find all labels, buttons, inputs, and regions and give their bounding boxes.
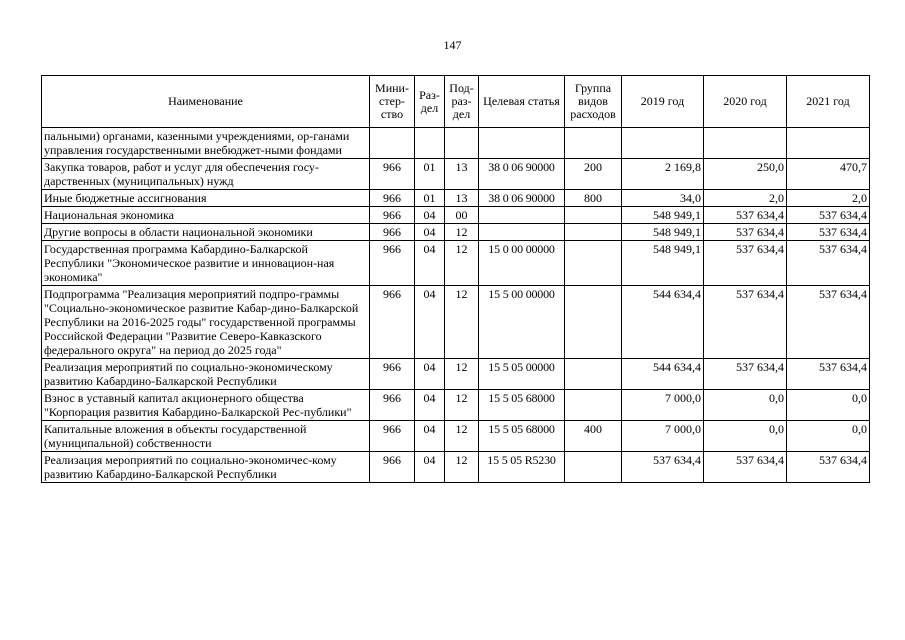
cell-ministry: 966 — [370, 452, 415, 483]
cell-2021: 537 634,4 — [787, 224, 870, 241]
cell-ministry: 966 — [370, 207, 415, 224]
cell-section: 04 — [415, 224, 445, 241]
cell-group — [565, 128, 622, 159]
cell-2021: 2,0 — [787, 190, 870, 207]
cell-2019: 537 634,4 — [622, 452, 704, 483]
cell-subsection: 12 — [445, 286, 479, 359]
cell-2020: 537 634,4 — [704, 241, 787, 286]
cell-2020: 2,0 — [704, 190, 787, 207]
cell-2019: 7 000,0 — [622, 421, 704, 452]
cell-2020: 537 634,4 — [704, 207, 787, 224]
cell-target: 15 5 05 00000 — [479, 359, 565, 390]
cell-target: 15 0 00 00000 — [479, 241, 565, 286]
cell-group: 200 — [565, 159, 622, 190]
cell-ministry: 966 — [370, 359, 415, 390]
cell-2021: 537 634,4 — [787, 241, 870, 286]
cell-group — [565, 241, 622, 286]
cell-2019: 34,0 — [622, 190, 704, 207]
table-row — [42, 190, 870, 207]
cell-group: 800 — [565, 190, 622, 207]
cell-2019: 548 949,1 — [622, 224, 704, 241]
cell-ministry — [370, 128, 415, 159]
cell-target: 38 0 06 90000 — [479, 159, 565, 190]
cell-section: 01 — [415, 190, 445, 207]
cell-name: Государственная программа Кабардино-Балкарской Республики "Экономическое развитие и инновацион-ная экономика" — [42, 241, 370, 286]
cell-2021 — [787, 128, 870, 159]
table-row — [42, 359, 870, 390]
cell-section: 04 — [415, 359, 445, 390]
cell-section: 04 — [415, 286, 445, 359]
cell-2019: 2 169,8 — [622, 159, 704, 190]
page-number: 147 — [443, 38, 462, 52]
cell-subsection: 12 — [445, 359, 479, 390]
header-2019: 2019 год — [622, 76, 704, 128]
cell-target: 15 5 05 68000 — [479, 421, 565, 452]
cell-2021: 0,0 — [787, 421, 870, 452]
cell-2019: 7 000,0 — [622, 390, 704, 421]
table-body — [42, 128, 870, 483]
cell-name: Реализация мероприятий по социально-экономическому развитию Кабардино-Балкарской Республики — [42, 359, 370, 390]
cell-2021: 470,7 — [787, 159, 870, 190]
table-row — [42, 128, 870, 159]
cell-2019 — [622, 128, 704, 159]
cell-2020: 537 634,4 — [704, 286, 787, 359]
table-row — [42, 159, 870, 190]
cell-group — [565, 452, 622, 483]
cell-2020: 0,0 — [704, 421, 787, 452]
cell-name: Иные бюджетные ассигнования — [42, 190, 370, 207]
cell-group — [565, 224, 622, 241]
cell-2020 — [704, 128, 787, 159]
cell-ministry: 966 — [370, 159, 415, 190]
cell-subsection: 12 — [445, 224, 479, 241]
header-subsection: Под-раз-дел — [445, 76, 479, 128]
cell-2019: 544 634,4 — [622, 359, 704, 390]
cell-subsection: 12 — [445, 421, 479, 452]
cell-ministry: 966 — [370, 286, 415, 359]
cell-group — [565, 286, 622, 359]
cell-ministry: 966 — [370, 224, 415, 241]
cell-subsection: 12 — [445, 390, 479, 421]
cell-group — [565, 359, 622, 390]
table-row — [42, 224, 870, 241]
table-row — [42, 452, 870, 483]
cell-name: пальными) органами, казенными учреждениями, ор-ганами управления государственными внебюджет-ными фондами — [42, 128, 370, 159]
table-row — [42, 390, 870, 421]
cell-name: Реализация мероприятий по социально-экономичес-кому развитию Кабардино-Балкарской Республики — [42, 452, 370, 483]
header-expense-group: Группа видов расходов — [565, 76, 622, 128]
cell-subsection: 13 — [445, 190, 479, 207]
cell-2020: 250,0 — [704, 159, 787, 190]
cell-ministry: 966 — [370, 241, 415, 286]
cell-section: 04 — [415, 421, 445, 452]
cell-section: 04 — [415, 390, 445, 421]
cell-2019: 548 949,1 — [622, 241, 704, 286]
cell-ministry: 966 — [370, 421, 415, 452]
budget-table — [41, 75, 870, 483]
cell-group: 400 — [565, 421, 622, 452]
cell-target — [479, 224, 565, 241]
cell-2019: 544 634,4 — [622, 286, 704, 359]
cell-2020: 537 634,4 — [704, 452, 787, 483]
cell-group — [565, 207, 622, 224]
cell-2021: 0,0 — [787, 390, 870, 421]
header-target: Целевая статья — [479, 76, 565, 128]
cell-2021: 537 634,4 — [787, 207, 870, 224]
cell-2021: 537 634,4 — [787, 359, 870, 390]
cell-name: Национальная экономика — [42, 207, 370, 224]
cell-section: 04 — [415, 207, 445, 224]
cell-2021: 537 634,4 — [787, 452, 870, 483]
cell-2021: 537 634,4 — [787, 286, 870, 359]
table-row — [42, 421, 870, 452]
header-ministry: Мини-стер-ство — [370, 76, 415, 128]
header-section: Раз-дел — [415, 76, 445, 128]
cell-name: Другие вопросы в области национальной экономики — [42, 224, 370, 241]
header-2021: 2021 год — [787, 76, 870, 128]
cell-name: Закупка товаров, работ и услуг для обеспечения госу-дарственных (муниципальных) нужд — [42, 159, 370, 190]
cell-target: 38 0 06 90000 — [479, 190, 565, 207]
cell-target — [479, 128, 565, 159]
cell-name: Взнос в уставный капитал акционерного общества "Корпорация развития Кабардино-Балкарской Рес-публики" — [42, 390, 370, 421]
cell-ministry: 966 — [370, 190, 415, 207]
cell-target: 15 5 00 00000 — [479, 286, 565, 359]
cell-name: Подпрограмма "Реализация мероприятий подпро-граммы "Социально-экономическое развитие Кабар-дино-Балкарской Республики на 2016-2025 годы" государственной программы Российской Федерации "Развитие Северо-Кавказского федерального округа" на период до 2025 года" — [42, 286, 370, 359]
cell-section: 04 — [415, 241, 445, 286]
table-header-row — [42, 76, 870, 128]
cell-subsection: 12 — [445, 241, 479, 286]
table-row — [42, 207, 870, 224]
cell-subsection: 13 — [445, 159, 479, 190]
cell-2020: 0,0 — [704, 390, 787, 421]
cell-target: 15 5 05 R5230 — [479, 452, 565, 483]
cell-subsection: 00 — [445, 207, 479, 224]
table-row — [42, 241, 870, 286]
cell-target — [479, 207, 565, 224]
cell-target: 15 5 05 68000 — [479, 390, 565, 421]
cell-section: 04 — [415, 452, 445, 483]
cell-section — [415, 128, 445, 159]
cell-ministry: 966 — [370, 390, 415, 421]
cell-group — [565, 390, 622, 421]
cell-2020: 537 634,4 — [704, 224, 787, 241]
header-2020: 2020 год — [704, 76, 787, 128]
header-name: Наименование — [42, 76, 370, 128]
cell-2020: 537 634,4 — [704, 359, 787, 390]
cell-name: Капитальные вложения в объекты государственной (муниципальной) собственности — [42, 421, 370, 452]
cell-subsection — [445, 128, 479, 159]
table-row — [42, 286, 870, 359]
cell-section: 01 — [415, 159, 445, 190]
cell-subsection: 12 — [445, 452, 479, 483]
cell-2019: 548 949,1 — [622, 207, 704, 224]
